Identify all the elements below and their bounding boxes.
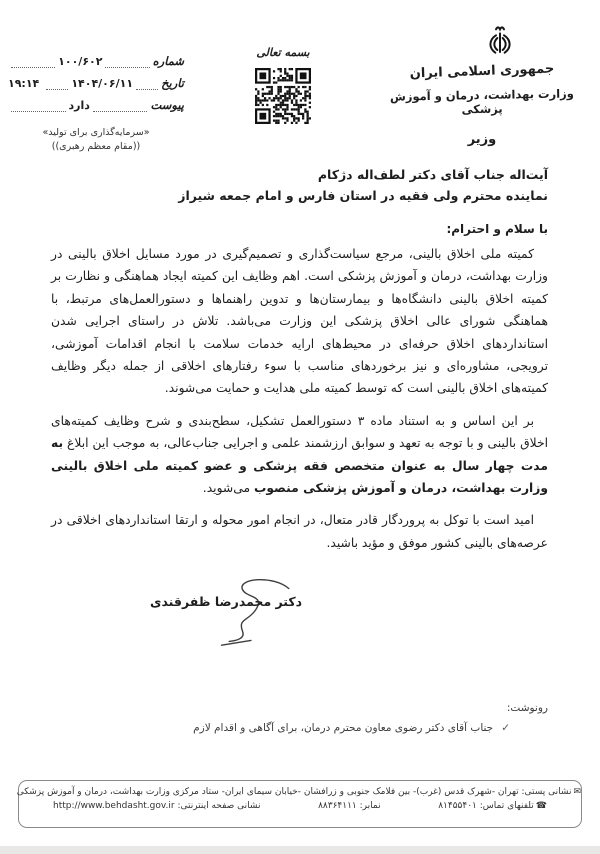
republic-name: جمهوری اسلامی ایران [409,61,555,82]
footer-address-line [16,787,581,797]
mail-icon: ✉ [573,787,581,797]
cc-item [48,722,548,734]
scan-edge-strip [0,846,600,854]
website-url: http://www.behdasht.gov.ir [53,801,175,811]
paragraph-3: امید است با توکل به پروردگار قادر متعال، در انجام امور محوله و ارتقا استانداردهای اخلاقی در عرصه‌های بالینی کشور موفق و مؤید باشید. [51,513,548,550]
letter-number-value: ۱۰۰/۶۰۲ [58,55,103,68]
footer-contact-box [18,780,582,828]
salutation: با سلام و احترام: [446,222,548,236]
header-center-column [250,46,316,128]
letter-date-label: تاریخ [161,76,184,90]
footer-website [53,801,260,811]
cc-item-text: جناب آقای دکتر رضوی معاون محترم درمان، برای آگاهی و اقدام لازم [193,722,494,734]
letter-date-value: ۱۴۰۴/۰۶/۱۱ [71,77,134,90]
ministry-name: وزارت بهداشت، درمان و آموزش پزشکی [389,86,574,117]
letter-attachment-row [8,98,184,112]
qr-code [255,68,311,124]
cc-label: رونوشت: [506,702,548,714]
paragraph-2-suffix: می‌شوید. [202,481,254,496]
footer-address: نشانی پستی: تهران -شهرک قدس (غرب)- بین فلامک جنوبی و زرافشان -خیابان سیمای ایران- ستاد مرکزی وزارت بهداشت، درمان و آموزش پزشکی [16,787,572,797]
iran-emblem-icon [480,22,520,62]
phone-icon: ☎ [535,801,547,811]
fax-label: نمابر: [359,801,381,811]
signature-scribble [198,577,302,655]
minister-title: وزیر [467,132,497,147]
phone-value: ۸۱۴۵۵۴۰۱ [438,801,477,811]
addressee-block [178,164,548,206]
attachment-label: پیوست [150,98,184,112]
website-label: نشانی صفحه اینترنتی: [177,801,261,811]
check-icon: ✓ [501,722,510,734]
cc-block [48,702,548,734]
footer-fax [318,801,381,811]
letter-meta [8,54,184,120]
phone-label: تلفنهای تماس: [479,801,534,811]
letter-number-row [8,54,184,68]
signature-name: دکتر محمدرضا ظفرقندی [150,594,303,609]
paragraph-2-prefix: بر این اساس و به استناد ماده ۳ دستورالعمل تشکیل، سطح‌بندی و شرح وظایف کمیته‌های اخلاق بالینی و با توجه به تعهد و سوابق ارزشمند علمی و اجرایی جناب‌عالی، به موجب این ابلاغ [51,413,548,451]
letter-number-label: شماره [152,54,184,68]
addressee-name: آیت‌اله جناب آقای دکتر لطف‌اله دژکام [317,167,548,182]
year-slogan [12,124,180,152]
letter-time-value: ۱۹:۱۴ [8,77,40,90]
paragraph-2 [51,410,548,500]
footer-contact-line [19,797,581,811]
slogan-line1: «سرمایه‌گذاری برای تولید» [42,127,150,138]
addressee-title: نماینده محترم ولی فقیه در استان فارس و امام جمعه شیراز [178,188,548,203]
besmellah-text: بسمه تعالی [256,46,310,59]
letter-date-row [8,76,184,90]
letter-body [51,243,548,554]
fax-value: ۸۸۳۶۴۱۱۱ [318,801,357,811]
paragraph-2-appointment-bold: به مدت چهار سال به عنوان متخصص فقه پزشکی و عضو کمیته ملی اخلاق بالینی وزارت بهداشت، درمان و آموزش پزشکی منصوب [51,436,548,496]
paragraph-1: کمیته ملی اخلاق بالینی، مرجع سیاست‌گذاری و تصمیم‌گیری در مورد مسایل اخلاق بالینی در وزارت بهداشت، درمان و آموزش پزشکی است. اهم وظایف این کمیته ایجاد هماهنگی و نظارت بر کمیته اخلاق بالینی دانشگاه‌ها و بیمارستان‌ها و تدوین راهنماها و دستورالعمل‌های مرتبط، با هماهنگی شورای عالی اخلاق پزشکی این وزارت می‌باشد. تلاش در راستای اجرایی شدن استانداردهای اخلاق حرفه‌ای در محیط‌های ارایه خدمات سلامت با انجام اقدامات آموزشی، ترویجی، مشاوره‌ای و نیز برخوردهای مناسب با سوء رفتارهای اخلاقی از جمله دیگر وظایف کمیته‌های اخلاق بالینی است که توسط کمیته ملی هدایت و حمایت می‌شوند. [51,247,548,396]
slogan-line2: ((مقام معظم رهبری)) [51,141,141,152]
footer-phone [438,801,547,811]
attachment-value: دارد [68,99,90,112]
letterhead-names [382,61,582,147]
